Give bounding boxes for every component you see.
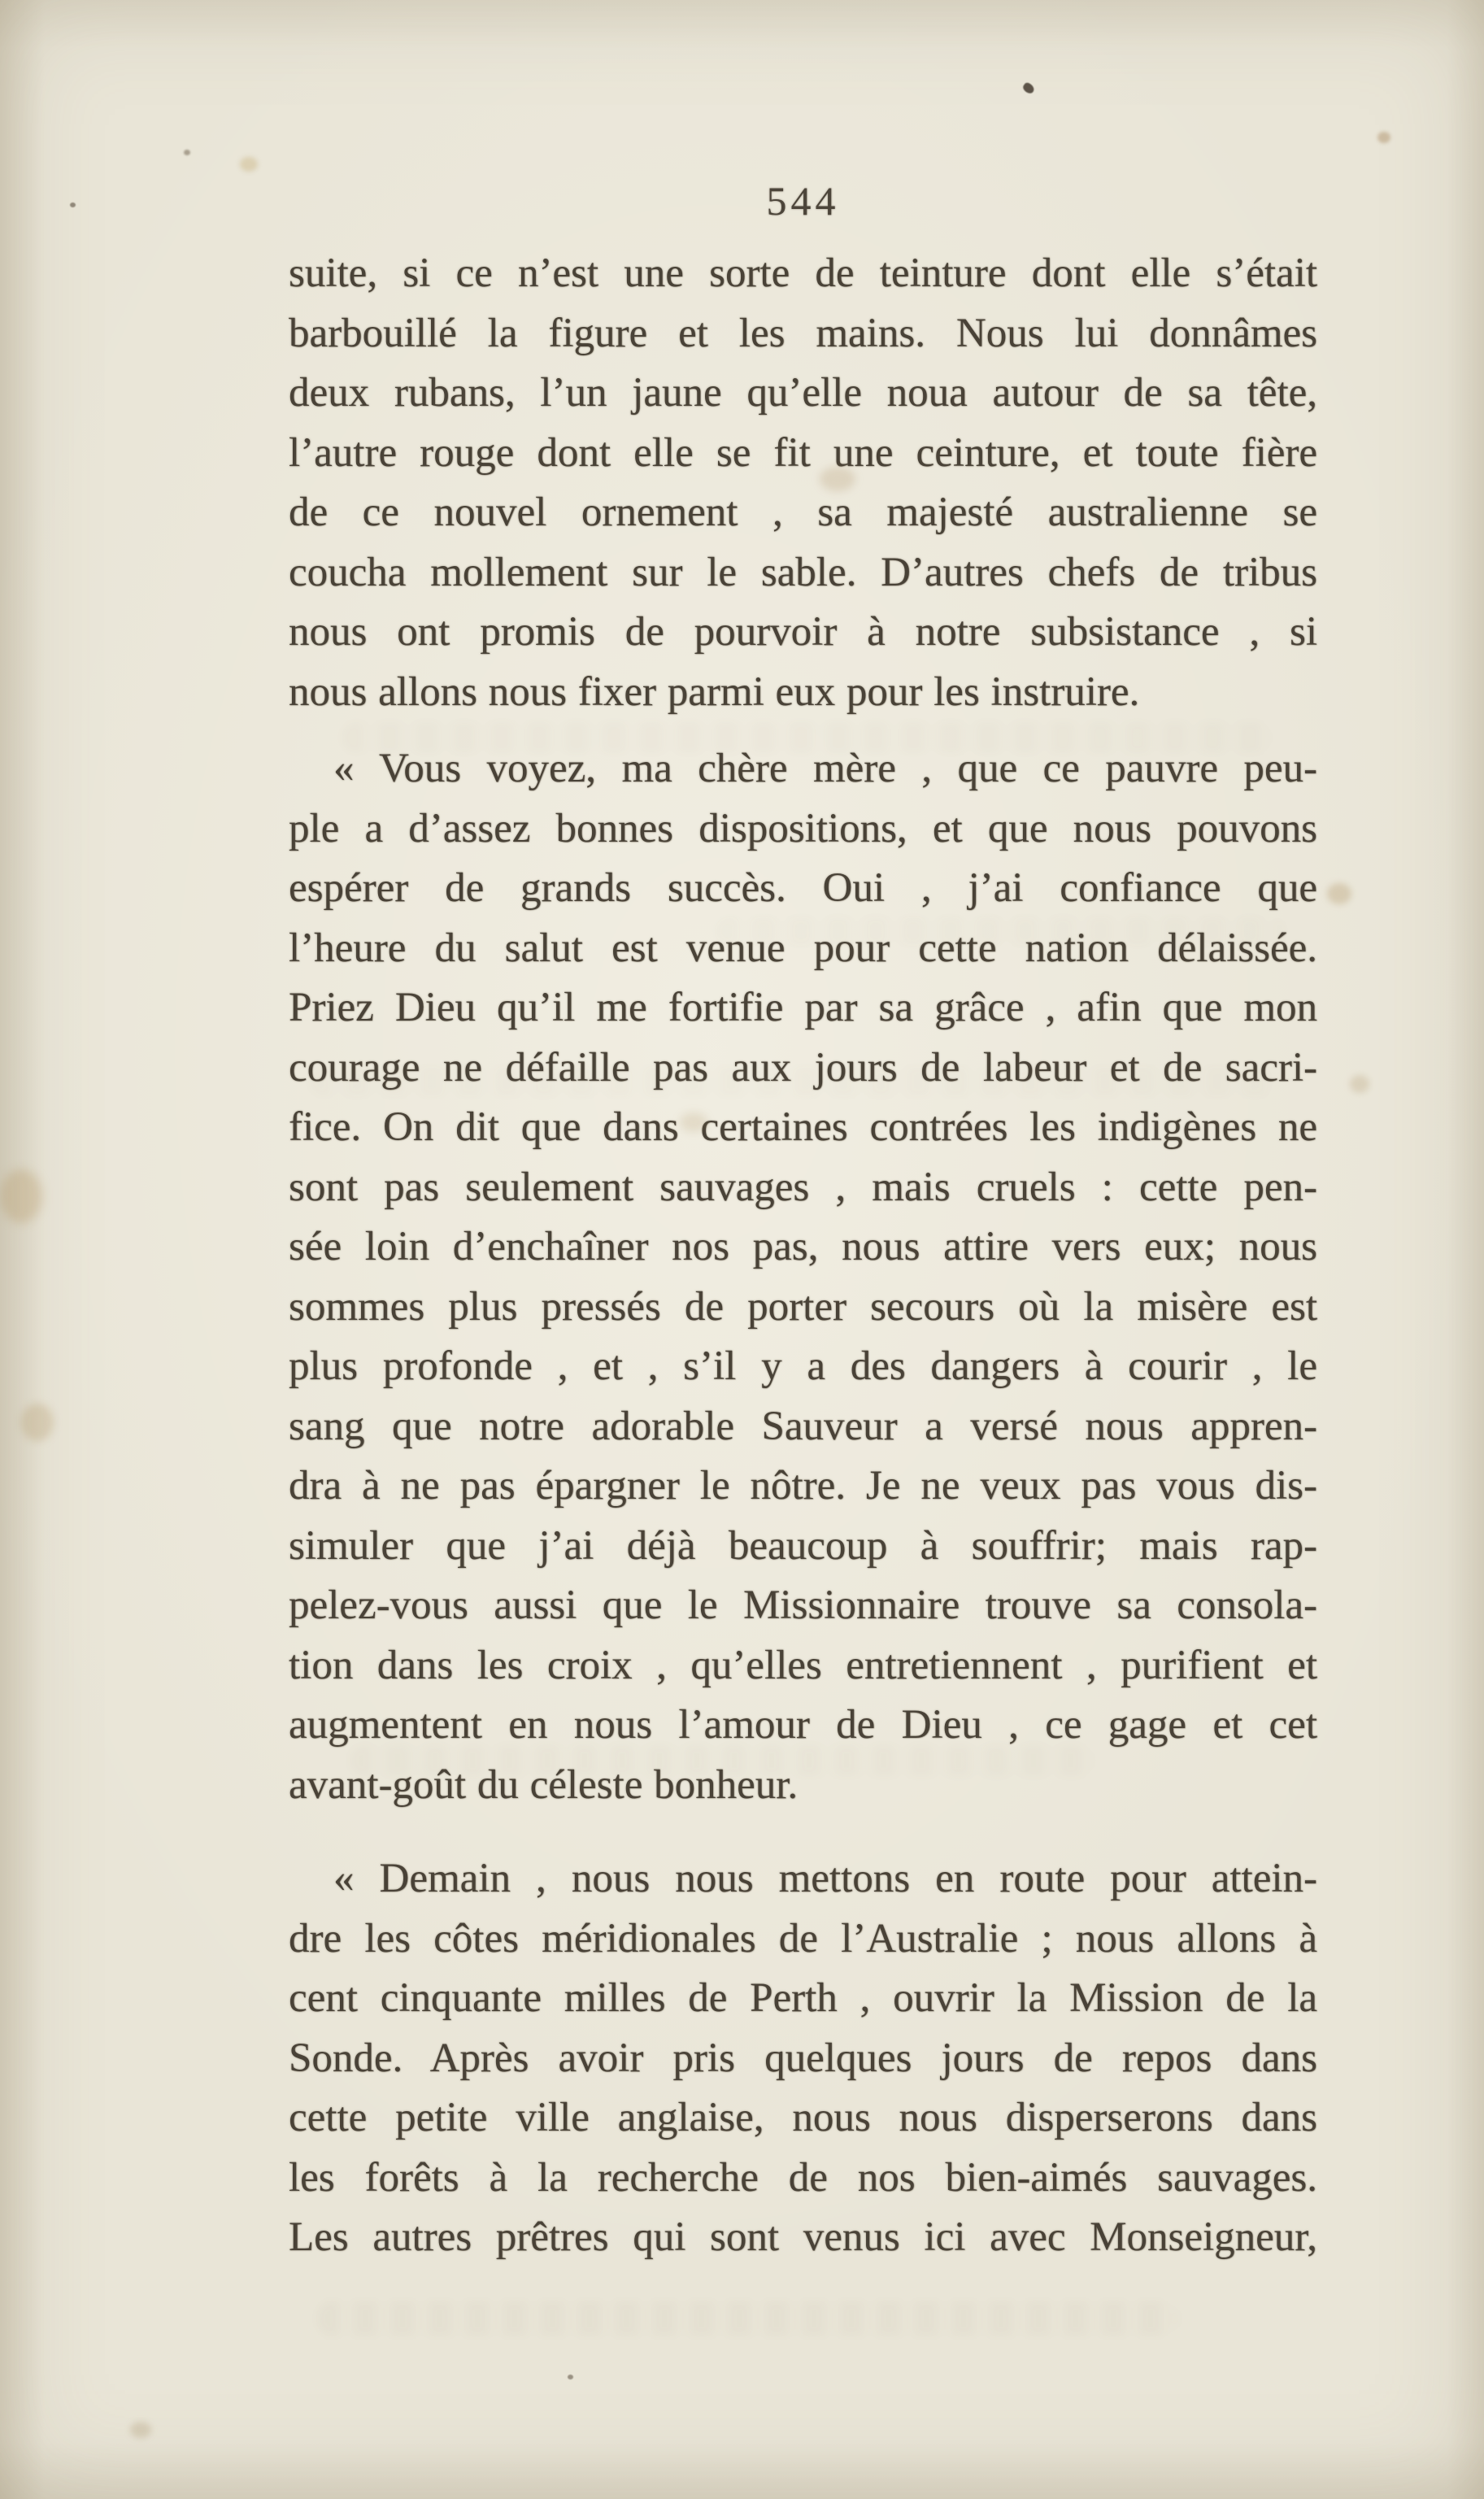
paper-stain	[130, 2422, 151, 2438]
text-line: tion dans les croix , qu’elles entretiennent , purifient et	[289, 1642, 1317, 1688]
paragraph	[289, 739, 1317, 1815]
ink-speck	[70, 202, 76, 207]
text-line: barbouillé la figure et les mains. Nous lui donnâmes	[289, 310, 1317, 356]
ink-speck	[184, 150, 190, 155]
text-line: avant-goût du céleste bonheur.	[289, 1761, 799, 1808]
text-line: sont pas seulement sauvages , mais cruels : cette pen-	[289, 1164, 1317, 1210]
text-line: fice. On dit que dans certaines contrées les indigènes ne	[289, 1104, 1317, 1150]
text-line: Sonde. Après avoir pris quelques jours de repos dans	[289, 2035, 1317, 2081]
text-line: simuler que j’ai déjà beaucoup à souffrir; mais rap-	[289, 1522, 1317, 1569]
show-through-band	[317, 2301, 1179, 2336]
text-line: coucha mollement sur le sable. D’autres chefs de tribus	[289, 549, 1317, 595]
text-line: cette petite ville anglaise, nous nous disperserons dans	[289, 2095, 1317, 2140]
text-line: « Vous voyez, ma chère mère , que ce pauvre peu-	[333, 746, 1317, 791]
ink-speck	[1021, 81, 1036, 95]
text-line: plus profonde , et , s’il y a des dangers à courir , le	[289, 1343, 1317, 1389]
text-line: Les autres prêtres qui sont venus ici avec Monseigneur,	[289, 2214, 1317, 2260]
text-line: suite, si ce n’est une sorte de teinture dont elle s’était	[289, 250, 1317, 296]
text-line: pelez-vous aussi que le Missionnaire trouve sa consola-	[289, 1583, 1317, 1628]
paper-stain	[240, 157, 258, 172]
text-line: Priez Dieu qu’il me fortifie par sa grâce , afin que mon	[289, 985, 1317, 1030]
text-line: cent cinquante milles de Perth , ouvrir la Mission de la	[289, 1975, 1317, 2021]
text-line: l’autre rouge dont elle se fit une ceinture, et toute fière	[289, 429, 1317, 476]
text-line: dre les côtes méridionales de l’Australie ; nous allons à	[289, 1915, 1317, 1961]
text-line: « Demain , nous nous mettons en route pour attein-	[333, 1856, 1317, 1901]
text-line: sée loin d’enchaîner nos pas, nous attire vers eux; nous	[289, 1224, 1317, 1269]
text-line: sang que notre adorable Sauveur a versé nous appren-	[289, 1403, 1317, 1449]
paper-stain	[21, 1404, 54, 1441]
text-line: les forêts à la recherche de nos bien-aimés sauvages.	[289, 2154, 1317, 2201]
paragraph	[289, 244, 1317, 722]
text-line: sommes plus pressés de porter secours où la misère est	[289, 1283, 1317, 1330]
text-line: dra à ne pas épargner le nôtre. Je ne veux pas vous dis-	[289, 1463, 1317, 1509]
text-line: nous allons nous fixer parmi eux pour les instruire.	[289, 668, 1140, 715]
text-block	[289, 244, 1317, 2268]
paragraph	[289, 1849, 1317, 2268]
text-line: courage ne défaille pas aux jours de labeur et de sacri-	[289, 1044, 1317, 1091]
text-line: deux rubans, l’un jaune qu’elle noua autour de sa tête,	[289, 370, 1317, 416]
text-line: nous ont promis de pourvoir à notre subsistance , si	[289, 609, 1317, 655]
text-line: l’heure du salut est venue pour cette nation délaissée.	[289, 925, 1317, 971]
paper-stain	[1350, 1075, 1369, 1093]
text-line: de ce nouvel ornement , sa majesté australienne se	[289, 490, 1317, 535]
paper-stain	[1327, 883, 1351, 904]
text-line: augmentent en nous l’amour de Dieu , ce gage et cet	[289, 1702, 1317, 1748]
paper-stain	[1377, 132, 1390, 143]
text-line: ple a d’assez bonnes dispositions, et que nous pouvons	[289, 805, 1317, 851]
ink-speck	[568, 2375, 573, 2379]
paper-stain	[0, 1169, 42, 1223]
page-number: 544	[766, 178, 840, 224]
text-line: espérer de grands succès. Oui , j’ai confiance que	[289, 865, 1317, 911]
